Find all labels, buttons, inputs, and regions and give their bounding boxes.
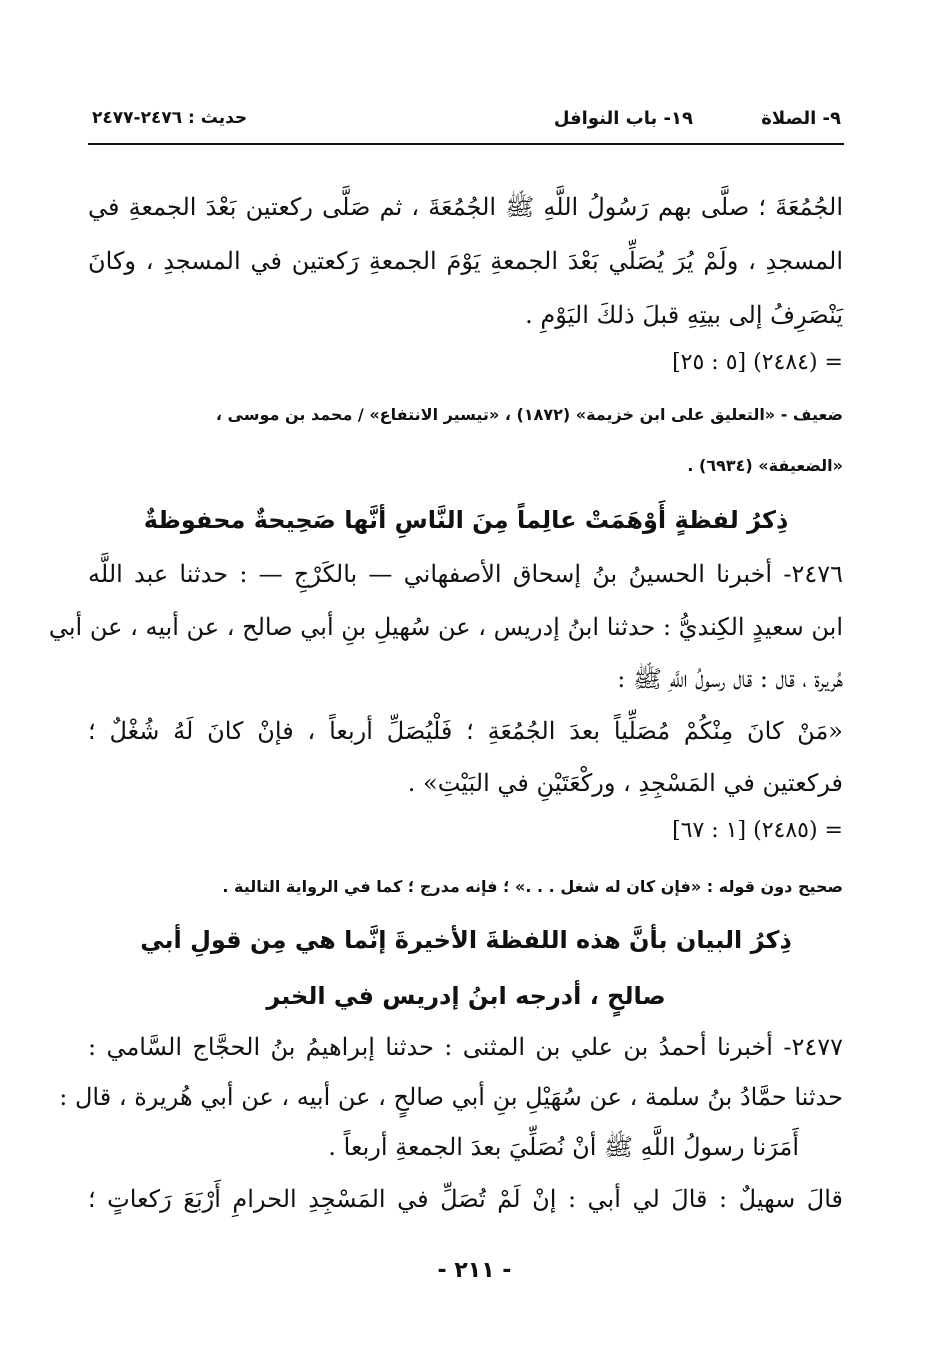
hadith-2476-line-2: ابن سعيدٍ الكِنديُّ : حدثنا ابنُ إدريس ، عن سُهيلِ بنِ أبي صالح ، عن أبيه ، عن أبي <box>48 613 843 641</box>
cross-reference-1: = (٢٤٨٤) [٥ : ٢٥] <box>672 350 843 375</box>
section-heading-2-line-2: صالحٍ ، أدرجه ابنُ إدريس في الخبر <box>266 982 666 1010</box>
header-section: ١٩- باب النوافل <box>553 108 693 129</box>
paragraph-1-line-1: الجُمُعَةَ ؛ صلَّى بهم رَسُولُ اللَّهِ ﷺ الجُمُعَةَ ، ثم صَلَّى ركعتين بَعْدَ الجمعةِ في <box>88 193 843 221</box>
hadith-2477-line-2: حدثنا حمَّادُ بنُ سلمة ، عن سُهَيْلِ بنِ أبي صالحٍ ، عن أبيه ، عن أبي هُريرة ، قال : <box>59 1083 843 1111</box>
section-heading-1: ذِكرُ لفظةٍ أَوْهَمَتْ عالِماً مِنَ النَّاسِ أنَّها صَحِيحةٌ محفوظةٌ <box>143 506 789 534</box>
header-divider <box>88 143 844 145</box>
header-chapter: ٩- الصلاة <box>761 108 841 129</box>
header-hadith-range: حديث : ٢٤٧٦-٢٤٧٧ <box>92 108 248 128</box>
hadith-2477-line-3: أَمَرَنا رسولُ اللَّهِ ﷺ أنْ نُصَلِّيَ بعدَ الجمعةِ أربعاً . <box>328 1133 799 1161</box>
hadith-2477-line-4: قالَ سهيلٌ : قالَ لي أبي : إنْ لَمْ تُصَلِّ في المَسْجِدِ الحرامِ أَرْبَعَ رَكعاتٍ ؛ <box>88 1185 843 1213</box>
quote-2476-line-2: فركعتين في المَسْجِدِ ، وركْعَتَيْنِ في البَيْتِ» . <box>407 769 843 797</box>
running-header <box>88 108 843 142</box>
quote-2476-line-1: «مَنْ كانَ مِنْكُمْ مُصَلِّياً بعدَ الجُمُعَةِ ؛ فَلْيُصَلِّ أربعاً ، فإنْ كانَ لَهُ شُغْلٌ ؛ <box>88 717 843 745</box>
hadith-2477-line-1: ٢٤٧٧- أخبرنا أحمدُ بن علي بن المثنى : حدثنا إبراهيمُ بنُ الحجَّاج السَّامي : <box>88 1033 843 1061</box>
cross-reference-2: = (٢٤٨٥) [١ : ٦٧] <box>672 818 843 843</box>
hadith-2476-line-1: ٢٤٧٦- أخبرنا الحسينُ بنُ إسحاق الأصفهاني — بالكَرْجِ — : حدثنا عبد اللَّه <box>88 560 843 588</box>
grading-note-2: صحيح دون قوله : «فإن كان له شغل . . .» ؛ فإنه مدرج ؛ كما في الرواية التالية . <box>222 877 843 896</box>
hadith-2476-line-3: هُريرة ، قال : قال رسولُ اللَّهِ ﷺ : <box>617 665 843 693</box>
grading-note-1-line-1: ضعيف - «التعليق على ابن خزيمة» (١٨٧٢) ، «تيسير الانتفاع» / محمد بن موسى ، <box>215 405 843 424</box>
page-number: - ٢١١ - <box>437 1258 512 1283</box>
paragraph-1-line-3: يَنْصَرِفُ إلى بيتِهِ قبلَ ذلكَ اليَوْمِ . <box>525 301 843 329</box>
section-heading-2-line-1: ذِكرُ البيان بأنَّ هذه اللفظةَ الأخيرةَ إنَّما هي مِن قولِ أبي <box>140 926 792 954</box>
grading-note-1-line-2: «الضعيفة» (٦٩٣٤) . <box>687 456 843 475</box>
paragraph-1-line-2: المسجدِ ، ولَمْ يُرَ يُصَلِّي بَعْدَ الجمعةِ يَوْمَ الجمعةِ رَكعتين في المسجدِ ، وكانَ <box>88 247 843 275</box>
